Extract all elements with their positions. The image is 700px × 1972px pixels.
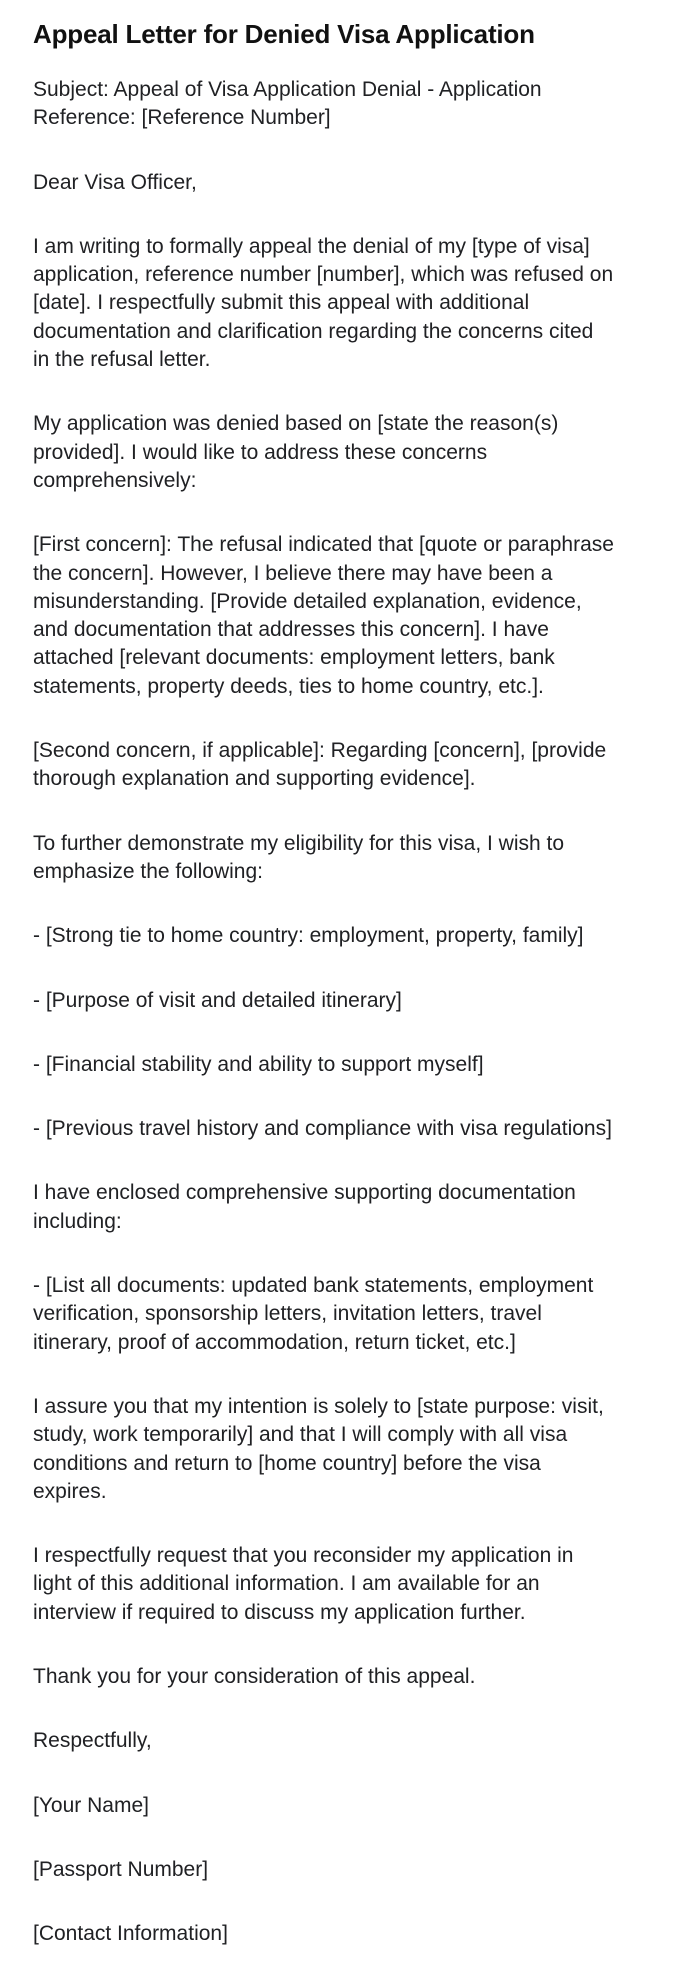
signature-name: [Your Name] — [33, 1793, 149, 1817]
paragraph-enclosures-intro: I have enclosed comprehensive supporting documentation including: — [33, 1181, 576, 1233]
paragraph-thanks: Thank you for your consideration of this appeal. — [33, 1664, 476, 1688]
subject-line: Subject: Appeal of Visa Application Denial - Application Reference: [Reference Number] — [33, 78, 542, 130]
paragraph-eligibility-intro: To further demonstrate my eligibility for this visa, I wish to emphasize the following: — [33, 831, 565, 883]
paragraph-first-concern: [First concern]: The refusal indicated that [quote or paraphrase the concern]. However, I believe there may have been a misunderstanding. [Provide detailed explanation, evidence, and documentation that addresses this concern]. I have attached [relevant documents: employment letters, bank statements, property deeds, ties to home country, etc.]. — [33, 533, 614, 698]
closing: Respectfully, — [33, 1729, 152, 1753]
signature-contact-info: [Contact Information] — [33, 1922, 228, 1946]
paragraph-second-concern: [Second concern, if applicable]: Regarding [concern], [provide thorough explanation and supporting evidence]. — [33, 739, 607, 791]
bullet-financial-stability: - [Financial stability and ability to support myself] — [33, 1052, 484, 1076]
salutation: Dear Visa Officer, — [33, 170, 197, 194]
paragraph-assurance: I assure you that my intention is solely to [state purpose: visit, study, work temporarily] and that I will comply with all visa conditions and return to [home country] before the visa expires. — [33, 1394, 604, 1503]
bullet-strong-ties: - [Strong tie to home country: employment, property, family] — [33, 924, 584, 948]
paragraph-reconsider-request: I respectfully request that you reconsider my application in light of this additional information. I am available for an interview if required to discuss my application further. — [33, 1544, 574, 1624]
paragraph-appeal-intro: I am writing to formally appeal the denial of my [type of visa] application, reference number [number], which was refused on [date]. I respectfully submit this appeal with additional documentation and clarification regarding the concerns cited in the refusal letter. — [33, 234, 614, 372]
bullet-purpose-of-visit: - [Purpose of visit and detailed itinerary] — [33, 988, 402, 1012]
bullet-travel-history: - [Previous travel history and compliance with visa regulations] — [33, 1117, 612, 1141]
bullet-documents-list: - [List all documents: updated bank statements, employment verification, sponsorship letters, invitation letters, travel itinerary, proof of accommodation, return ticket, etc.] — [33, 1274, 594, 1354]
paragraph-denial-reason: My application was denied based on [state the reason(s) provided]. I would like to address these concerns comprehensively: — [33, 412, 559, 492]
document-title: Appeal Letter for Denied Visa Application — [33, 19, 535, 49]
signature-passport-number: [Passport Number] — [33, 1857, 209, 1881]
